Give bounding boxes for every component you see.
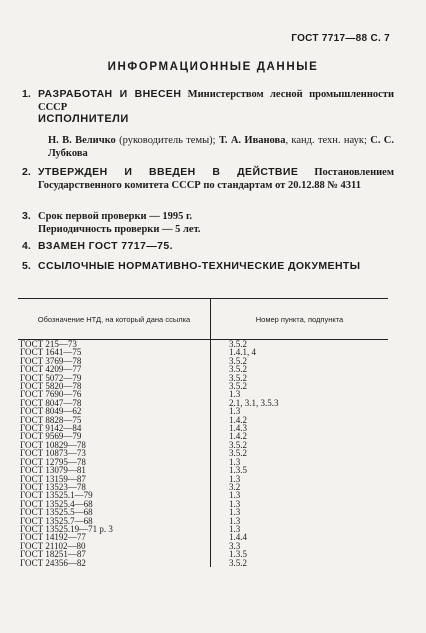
table-cell-document: ГОСТ 13523—78: [18, 483, 211, 491]
table-cell-clause: 3.5.2: [229, 339, 247, 349]
table-cell-clause: 1.4.2: [229, 431, 247, 442]
item-1-number: 1.: [22, 88, 31, 100]
table-cell-clause: 1.4.1, 4: [229, 347, 256, 358]
table-cell-document: ГОСТ 13525.7—68: [18, 517, 211, 525]
table-cell-clause: 1.3: [229, 473, 241, 484]
item-5-number: 5.: [22, 260, 31, 272]
table-cell-clause: 3.5.2: [229, 439, 247, 450]
table-cell-clause: 1.3: [229, 456, 241, 467]
table-cell-clause: 1.3.5: [229, 549, 247, 560]
table-cell-clause: 1.4.3: [229, 423, 247, 434]
table-cell-document: ГОСТ 10873—73: [18, 449, 211, 457]
table-cell-clause: 3.5.2: [229, 372, 247, 383]
references-table-body: [18, 340, 388, 567]
item-2: [22, 166, 394, 192]
table-cell-clause: 3.3: [229, 540, 241, 551]
table-cell-document: ГОСТ 5820—78: [18, 382, 211, 390]
table-cell-clause: 1.3: [229, 507, 241, 518]
item-3-number: 3.: [22, 210, 31, 222]
table-cell-document: ГОСТ 12795—78: [18, 458, 211, 466]
table-cell-document: ГОСТ 10829—78: [18, 441, 211, 449]
executor-3-name: С. С. Лубкова: [48, 135, 395, 159]
column-header-document: Обозначение НТД, на который дана ссылка: [18, 299, 211, 340]
executor-1-name: Н. В. Величко: [48, 135, 116, 146]
item-1-caps: РАЗРАБОТАН И ВНЕСЕН: [38, 88, 182, 100]
executors-list: [48, 134, 394, 160]
table-cell-document: ГОСТ 14192—77: [18, 533, 211, 541]
table-cell-document: ГОСТ 3769—78: [18, 357, 211, 365]
item-2-body: [38, 166, 394, 192]
item-1-text: Министерством лесной промышленности СССР: [38, 89, 395, 113]
table-cell-document: ГОСТ 13079—81: [18, 466, 211, 474]
table-cell-document: ГОСТ 8049—62: [18, 407, 211, 415]
executor-1-role: (руководитель темы);: [115, 135, 219, 146]
table-cell-document: ГОСТ 8047—78: [18, 399, 211, 407]
table-cell-document: ГОСТ 5072—79: [18, 374, 211, 382]
table-cell-clause: 3.2: [229, 481, 241, 492]
item-5: [22, 260, 394, 273]
item-1-body: [38, 88, 394, 114]
table-cell-document: ГОСТ 1641—75: [18, 348, 211, 356]
table-cell-clause: 1.3: [229, 406, 241, 417]
table-cell-document: ГОСТ 13525.5—68: [18, 508, 211, 516]
column-header-clause: Номер пункта, подпункта: [211, 299, 389, 340]
executor-2-role: , канд. техн. наук;: [285, 135, 371, 146]
table-cell-document: ГОСТ 8828—75: [18, 416, 211, 424]
table-cell-clause: 1.3: [229, 389, 241, 400]
table-cell-clause: 1.3: [229, 523, 241, 534]
item-4-body: ВЗАМЕН ГОСТ 7717—75.: [38, 240, 173, 252]
table-cell-document: ГОСТ 13159—87: [18, 475, 211, 483]
item-3-body: [38, 210, 394, 236]
table-cell-clause: 3.5.2: [229, 355, 247, 366]
table-cell-clause: 1.4.2: [229, 414, 247, 425]
executor-2-name: Т. А. Иванова: [218, 135, 286, 146]
page-header-code: ГОСТ 7717—88 С. 7: [291, 33, 390, 44]
item-2-text: Постановлением Государственного комитета СССР по стандартам от 20.12.88: [38, 167, 394, 191]
document-title: ИНФОРМАЦИОННЫЕ ДАННЫЕ: [107, 61, 319, 73]
table-cell-clause: 1.4.4: [229, 532, 247, 543]
table-cell-document: ГОСТ 18251—87: [18, 550, 211, 558]
item-4: [22, 240, 394, 253]
table-cell-clause: 1.3: [229, 515, 241, 526]
table-cell-clause: 1.3: [229, 498, 241, 509]
table-cell-document: ГОСТ 7690—76: [18, 390, 211, 398]
table-cell-clause: 2.1, 3.1, 3.5.3: [229, 397, 279, 408]
table-cell-document: ГОСТ 13525.19—71 р. 3: [18, 525, 211, 533]
item-3-line-1: Срок первой проверки — 1995 г.: [38, 211, 193, 222]
table-header-row: [18, 299, 388, 340]
item-4-number: 4.: [22, 240, 31, 252]
item-2-number: 2.: [22, 166, 31, 178]
table-cell-clause: 3.5.2: [229, 448, 247, 459]
table-cell-clause: 3.5.2: [229, 557, 247, 568]
item-5-body: ССЫЛОЧНЫЕ НОРМАТИВНО-ТЕХНИЧЕСКИЕ ДОКУМЕНТЫ: [38, 260, 361, 272]
table-cell-document: ГОСТ 24356—82: [18, 559, 211, 567]
item-3: [22, 210, 394, 236]
table-cell-clause: 1.3: [229, 490, 241, 501]
table-cell-clause: 3.5.2: [229, 364, 247, 375]
item-2-decree-number: № 4311: [327, 180, 361, 191]
table-cell-document: ГОСТ 13525.4—68: [18, 500, 211, 508]
table-cell-document: ГОСТ 9569—79: [18, 432, 211, 440]
references-table: [18, 298, 388, 567]
table-cell-document: ГОСТ 21102—80: [18, 542, 211, 550]
table-cell-document: ГОСТ 13525.1—79: [18, 491, 211, 499]
table-row: [18, 559, 388, 567]
table-cell-clause: 1.3.5: [229, 465, 247, 476]
table-cell-document: ГОСТ 215—73: [18, 340, 211, 349]
table-cell-document: ГОСТ 4209—77: [18, 365, 211, 373]
executors-heading: ИСПОЛНИТЕЛИ: [38, 113, 129, 125]
table-cell-document: ГОСТ 9142—84: [18, 424, 211, 432]
item-3-line-2: Периодичность проверки — 5 лет.: [38, 224, 201, 235]
item-2-caps: УТВЕРЖДЕН И ВВЕДЕН В ДЕЙСТВИЕ: [38, 166, 299, 178]
item-1: [22, 88, 394, 114]
table-cell-clause: 3.5.2: [229, 381, 247, 392]
